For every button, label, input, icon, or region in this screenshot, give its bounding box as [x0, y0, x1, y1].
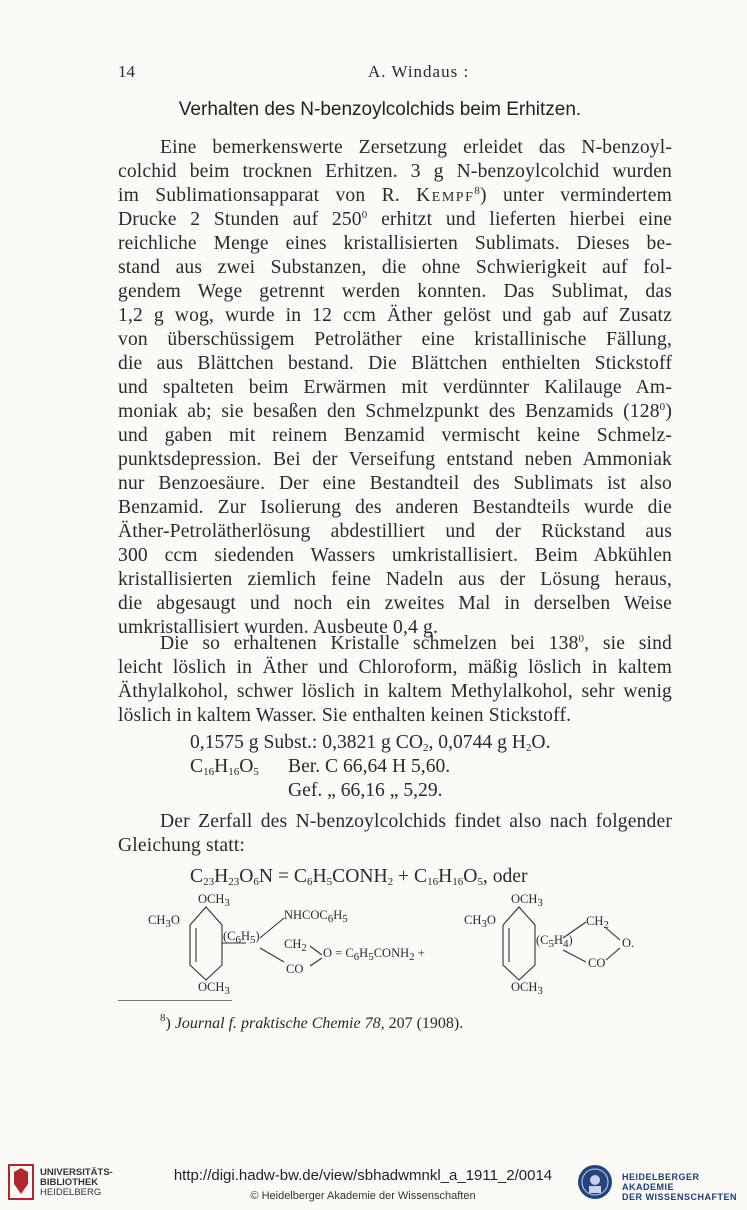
text-line: 1,2 g wog, wurde in 12 ccm Äther gelöst und gab auf Zusatz: [118, 305, 672, 326]
text-line: die aus Blättchen bestand. Die Blättchen enthielten Stickstoff: [118, 353, 672, 374]
text-line: Äthylalkohol, schwer löslich in kaltem Methylalkohol, sehr wenig: [118, 681, 672, 702]
bond-right-o2: [606, 948, 620, 960]
label-o-end: O.: [622, 936, 635, 950]
text-line: Drucke 2 Stunden auf $250^0$ erhitzt und lieferten hierbei eine: [118, 209, 672, 230]
running-header-author: A. Windaus :: [368, 62, 470, 81]
library-name: UNIVERSITÄTS- BIBLIOTHEK HEIDELBERG: [40, 1167, 113, 1198]
text-line: leicht löslich in Äther und Chloroform, mäßig löslich in kaltem: [118, 657, 672, 678]
footnote-rule: [118, 1000, 232, 1001]
label-co-left: CO: [286, 962, 304, 976]
analysis-row-substance: 0,1575 g Subst.: 0,3821 g $CO_2$, 0,0744 g $H_2O$.: [190, 732, 551, 754]
text-line: punktsdepression. Bei der Verseifung entstand neben Ammoniak: [118, 449, 672, 470]
text-line: umkristallisiert wurden. Ausbeute 0,4 g.: [118, 617, 438, 638]
academy-name: HEIDELBERGER AKADEMIE DER WISSENSCHAFTEN: [622, 1172, 738, 1202]
paragraph-3-line: Der Zerfall des N-benzoylcolchids findet also nach folgender: [160, 811, 672, 832]
text-line: und spalteten beim Erwärmen mit verdünnter Kalilauge Am-: [118, 377, 672, 398]
bond-co-o: [310, 958, 322, 966]
text-line: Äther-Petrolätherlösung abdestilliert und der Rückstand aus: [118, 521, 672, 542]
label-ch2-right: $CH_2$: [586, 914, 609, 931]
author-name-kempf: Kempf: [416, 185, 475, 206]
text-line: 300 ccm siedenden Wassers umkristallisiert. Beim Abkühlen: [118, 545, 672, 566]
ring-right: [503, 907, 535, 980]
bond-ch2-o: [310, 946, 322, 955]
text-line: löslich in kaltem Wasser. Sie enthalten keinen Stickstoff.: [118, 705, 572, 726]
text-line: nur Benzoesäure. Der eine Bestandteil des Sublimats ist also: [118, 473, 672, 494]
reaction-equation: $C_{23}H_{23}O_6N$ = $C_6H_5CONH_2 + C_{16}H_{16}O_5$, oder: [190, 866, 528, 888]
label-co-right: CO: [588, 956, 606, 970]
university-library-logo-icon: [8, 1164, 34, 1200]
label-ch3o-right: $CH_3O$: [464, 913, 496, 930]
text-line: von überschüssigem Petroläther eine kristallinische Fällung,: [118, 329, 672, 350]
copyright-notice: © Heidelberger Akademie der Wissenschaften: [250, 1190, 476, 1202]
label-och3-bottom-right: $OCH_3$: [511, 980, 543, 997]
text-line: und gaben mit reinem Benzamid vermischt keine Schmelz-: [118, 425, 672, 446]
footnote-mark: 8: [160, 1012, 166, 1024]
label-c6h5-group: $(C_6H_5)$: [223, 929, 260, 946]
label-c5h4-group: $(C_5H_4)$: [536, 933, 573, 950]
text-line: colchid beim trocknen Erhitzen. 3 g N-benzoylcolchid wurden: [118, 161, 672, 182]
text-line: gendem Wege getrennt werden konnten. Das Sublimat, das: [118, 281, 672, 302]
text-line: Die so erhaltenen Kristalle schmelzen bei $138^0$, sie sind: [160, 633, 672, 654]
analysis-row-found: Gef. „ 66,16 „ 5,29.: [288, 780, 443, 801]
footnote-volume: 78,: [364, 1015, 385, 1032]
page-number: 14: [118, 62, 135, 81]
text-line: die abgesaugt und noch ein zweites Mal in derselben Weise: [118, 593, 672, 614]
academy-seal-icon: [577, 1164, 613, 1200]
text-line: kristallisierten ziemlich feine Nadeln aus der Lösung heraus,: [118, 569, 672, 590]
ring-left: [190, 907, 222, 980]
analysis-formula: $C_{16}H_{16}O_5$: [190, 756, 259, 778]
paragraph-3-line: Gleichung statt:: [118, 835, 246, 856]
bond-co-left: [260, 948, 284, 962]
label-och3-top-left: $OCH_3$: [198, 892, 230, 909]
text-line: moniak ab; sie besaßen den Schmelzpunkt des Benzamids $(128^0)$: [118, 401, 672, 422]
text-line: reichliche Menge eines kristallisierten Sublimats. Dieses be-: [118, 233, 672, 254]
text-line: Benzamid. Zur Isolierung des anderen Bestandteils wurde die: [118, 497, 672, 518]
footnote: $^8$) Journal f. praktische Chemie 78, 207 (1908).: [160, 1012, 464, 1032]
footnote-ref: 8: [474, 185, 481, 197]
analysis-row-calculated: Ber. C 66,64 H 5,60.: [288, 756, 451, 777]
label-och3-top-right: $OCH_3$: [511, 892, 543, 909]
text-line: im Sublimationsapparat von R. Kempf$^8$) unter vermindertem: [118, 185, 672, 206]
bond-co-right: [563, 950, 586, 962]
label-nhcoc6h5: $NHCOC_6H_5$: [284, 908, 348, 925]
bond-nh: [260, 918, 284, 938]
label-o-equals: $O = C_6H_5CONH_2$ +: [323, 946, 425, 963]
permalink-url[interactable]: http://digi.hadw-bw.de/view/sbhadwmnkl_a_1911_2/0014: [173, 1167, 553, 1184]
section-title: Verhalten des N-benzoylcolchids beim Erhitzen.: [178, 99, 582, 120]
label-ch3o-left: $CH_3O$: [148, 913, 180, 930]
label-och3-bottom-left: $OCH_3$: [198, 980, 230, 997]
text-line: stand aus zwei Substanzen, die ohne Schwierigkeit auf fol-: [118, 257, 672, 278]
label-ch2-left: $CH_2$: [284, 937, 307, 954]
text-line: Eine bemerkenswerte Zersetzung erleidet das N-benzoyl-: [160, 137, 672, 158]
footnote-journal: Journal f. praktische Chemie: [174, 1015, 361, 1032]
footnote-page-year: 207 (1908).: [388, 1015, 464, 1032]
